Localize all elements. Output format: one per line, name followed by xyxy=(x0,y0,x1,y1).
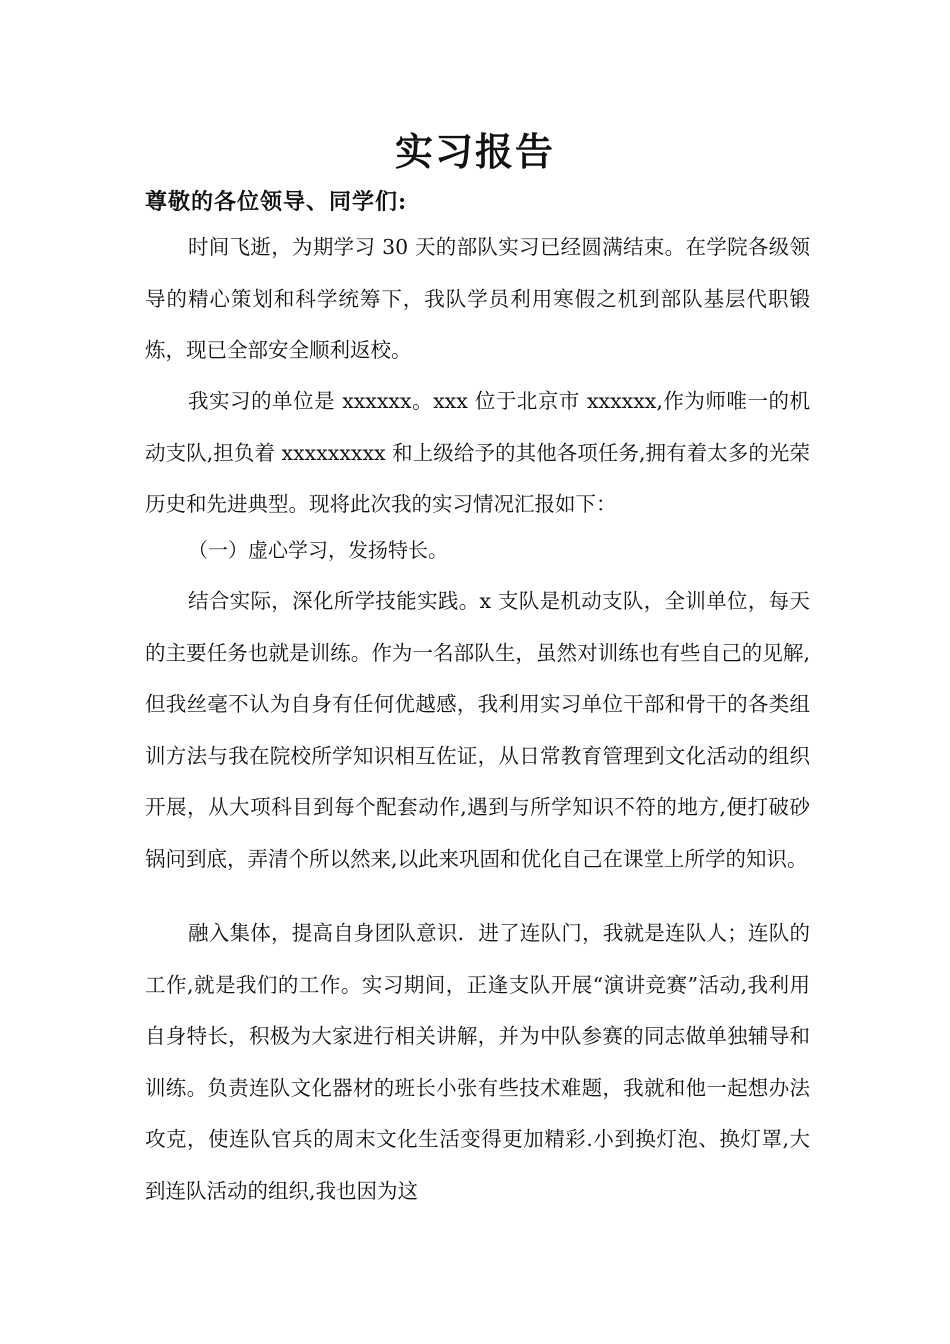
salutation: 尊敬的各位领导、同学们: xyxy=(145,189,408,215)
paragraph-intro: 时间飞逝，为期学习 30 天的部队实习已经圆满结束。在学院各级领导的精心策划和科学统筹下，我队学员利用寒假之机到部队基层代职锻炼，现已全部安全顺利返校。 xyxy=(145,235,810,362)
document-title: 实习报告 xyxy=(394,130,555,174)
paragraph-study: 结合实际，深化所学技能实践。x 支队是机动支队，全训单位，每天的主要任务也就是训练。作为一名部队生，虽然对训练也有些自己的见解,但我丝毫不认为自身有任何优越感，我利用实习单位干部和骨干的各类组训方法与我在院校所学知识相互佐证，从日常教育管理到文化活动的组织开展，从大项科目到每个配套动作,遇到与所学知识不符的地方,便打破砂锅问到底，弄清个所以然来,以此来巩固和优化自己在课堂上所学的知识。 xyxy=(145,589,810,871)
paragraph-teamwork: 融入集体，提高自身团队意识．进了连队门，我就是连队人；连队的工作,就是我们的工作。实习期间，正逢支队开展“演讲竞赛”活动,我利用自身特长，积极为大家进行相关讲解，并为中队参赛的同志做单独辅导和训练。负责连队文化器材的班长小张有些技术难题，我就和他一起想办法攻克，使连队官兵的周末文化生活变得更加精彩.小到换灯泡、换灯罩,大到连队活动的组织,我也因为这 xyxy=(145,921,810,1203)
paragraph-unit: 我实习的单位是 xxxxxx。xxx 位于北京市 xxxxxx,作为师唯一的机动支队,担负着 xxxxxxxxx 和上级给予的其他各项任务,拥有着太多的光荣历史和先进典型。现将此次我的实习情况汇报如下： xyxy=(145,389,810,516)
section-heading: （一）虚心学习，发扬特长。 xyxy=(188,538,448,562)
